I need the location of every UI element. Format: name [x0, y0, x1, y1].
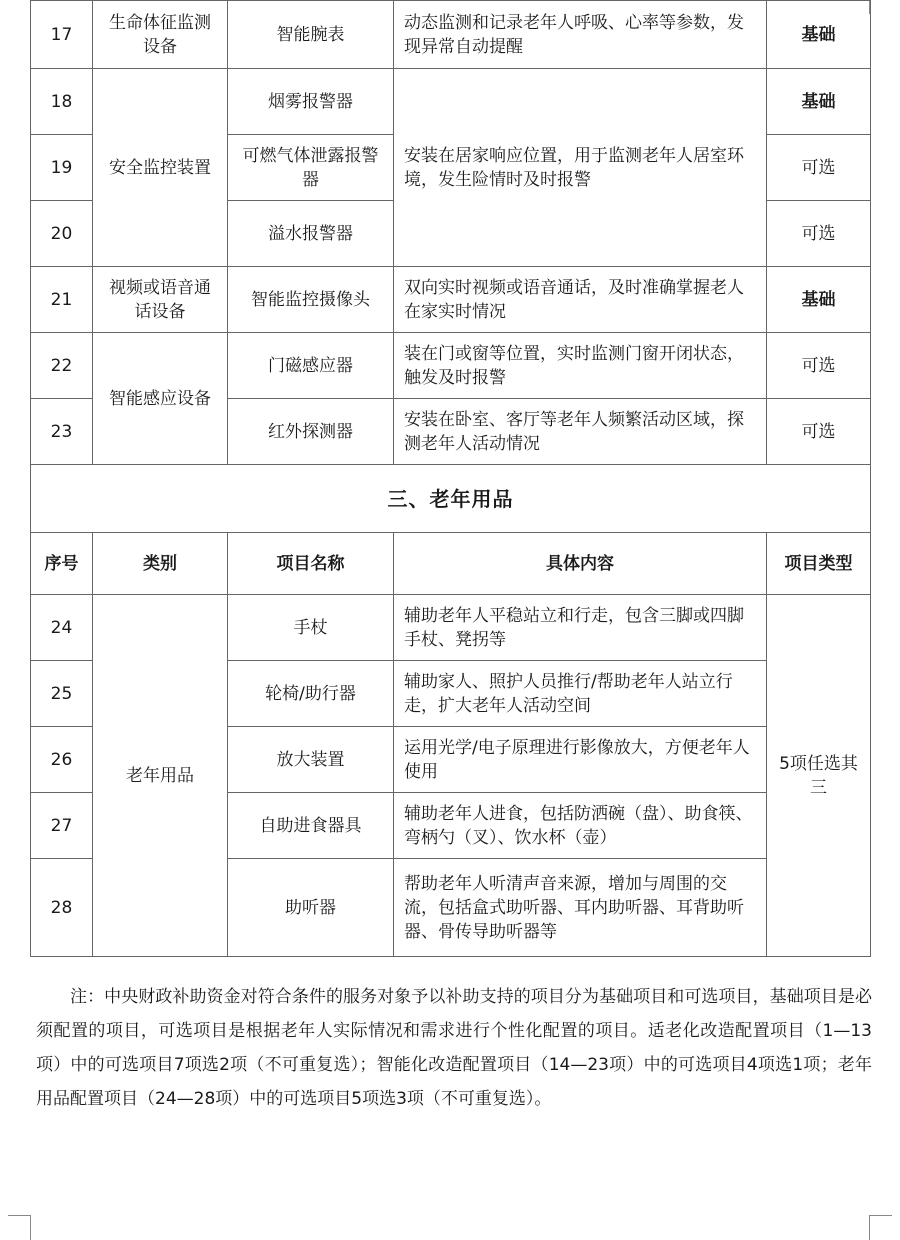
table-row [31, 1, 871, 69]
page-corner-mark [8, 1215, 31, 1240]
row-number: 22 [31, 333, 93, 399]
row-item: 智能腕表 [228, 1, 394, 69]
row-content: 帮助老年人听清声音来源，增加与周围的交流，包括盒式助听器、耳内助听器、耳背助听器、骨传导助听器等 [394, 859, 767, 957]
row-item: 智能监控摄像头 [228, 267, 394, 333]
row-item: 手杖 [228, 595, 394, 661]
row-item: 助听器 [228, 859, 394, 957]
table-row [31, 333, 871, 399]
section-row [31, 465, 871, 533]
row-content: 双向实时视频或语音通话，及时准确掌握老人在家实时情况 [394, 267, 767, 333]
page-corner-mark [869, 0, 892, 14]
row-category: 智能感应设备 [93, 333, 228, 465]
row-content: 辅助老年人进食，包括防洒碗（盘）、助食筷、弯柄勺（叉）、饮水杯（壶） [394, 793, 767, 859]
row-type: 基础 [767, 267, 871, 333]
row-number: 18 [31, 69, 93, 135]
row-type: 基础 [767, 69, 871, 135]
row-number: 21 [31, 267, 93, 333]
row-number: 27 [31, 793, 93, 859]
row-item: 门磁感应器 [228, 333, 394, 399]
row-item: 轮椅/助行器 [228, 661, 394, 727]
header-number: 序号 [31, 533, 93, 595]
row-content: 动态监测和记录老年人呼吸、心率等参数，发现异常自动提醒 [394, 1, 767, 69]
row-type: 可选 [767, 201, 871, 267]
row-type: 5项任选其三 [767, 595, 871, 957]
row-content: 辅助老年人平稳站立和行走，包含三脚或四脚手杖、凳拐等 [394, 595, 767, 661]
footnote: 注：中央财政补助资金对符合条件的服务对象予以补助支持的项目分为基础项目和可选项目，基础项目是必须配置的项目，可选项目是根据老年人实际情况和需求进行个性化配置的项目。适老化改造配置项目（1—13项）中的可选项目7项选2项（不可重复选）；智能化改造配置项目（14—23项）中的可选项目4项选1项；老年用品配置项目（24—28项）中的可选项目5项选3项（不可重复选）。 [36, 987, 872, 1109]
row-type: 基础 [767, 1, 871, 69]
row-number: 19 [31, 135, 93, 201]
header-item: 项目名称 [228, 533, 394, 595]
page-corner-mark [869, 1215, 892, 1240]
row-content: 运用光学/电子原理进行影像放大，方便老年人使用 [394, 727, 767, 793]
row-category: 生命体征监测设备 [93, 1, 228, 69]
row-item: 红外探测器 [228, 399, 394, 465]
table-row [31, 595, 871, 661]
row-number: 28 [31, 859, 93, 957]
row-content: 安装在居家响应位置，用于监测老年人居室环境，发生险情时及时报警 [394, 69, 767, 267]
row-item: 溢水报警器 [228, 201, 394, 267]
row-number: 23 [31, 399, 93, 465]
table-header-row [31, 533, 871, 595]
row-content: 辅助家人、照护人员推行/帮助老年人站立行走，扩大老年人活动空间 [394, 661, 767, 727]
header-content: 具体内容 [394, 533, 767, 595]
section-title: 三、老年用品 [31, 465, 871, 533]
row-category: 老年用品 [93, 595, 228, 957]
header-type: 项目类型 [767, 533, 871, 595]
row-type: 可选 [767, 399, 871, 465]
page-corner-mark [8, 0, 31, 14]
row-type: 可选 [767, 333, 871, 399]
row-item: 放大装置 [228, 727, 394, 793]
row-number: 17 [31, 1, 93, 69]
row-number: 24 [31, 595, 93, 661]
row-category: 安全监控装置 [93, 69, 228, 267]
equipment-table [30, 0, 871, 957]
header-category: 类别 [93, 533, 228, 595]
row-content: 装在门或窗等位置，实时监测门窗开闭状态，触发及时报警 [394, 333, 767, 399]
row-item: 可燃气体泄露报警器 [228, 135, 394, 201]
row-number: 25 [31, 661, 93, 727]
row-number: 20 [31, 201, 93, 267]
row-type: 可选 [767, 135, 871, 201]
row-number: 26 [31, 727, 93, 793]
row-category: 视频或语音通话设备 [93, 267, 228, 333]
row-content: 安装在卧室、客厅等老年人频繁活动区域，探测老年人活动情况 [394, 399, 767, 465]
table-row [31, 267, 871, 333]
row-item: 烟雾报警器 [228, 69, 394, 135]
table-row [31, 69, 871, 135]
row-item: 自助进食器具 [228, 793, 394, 859]
